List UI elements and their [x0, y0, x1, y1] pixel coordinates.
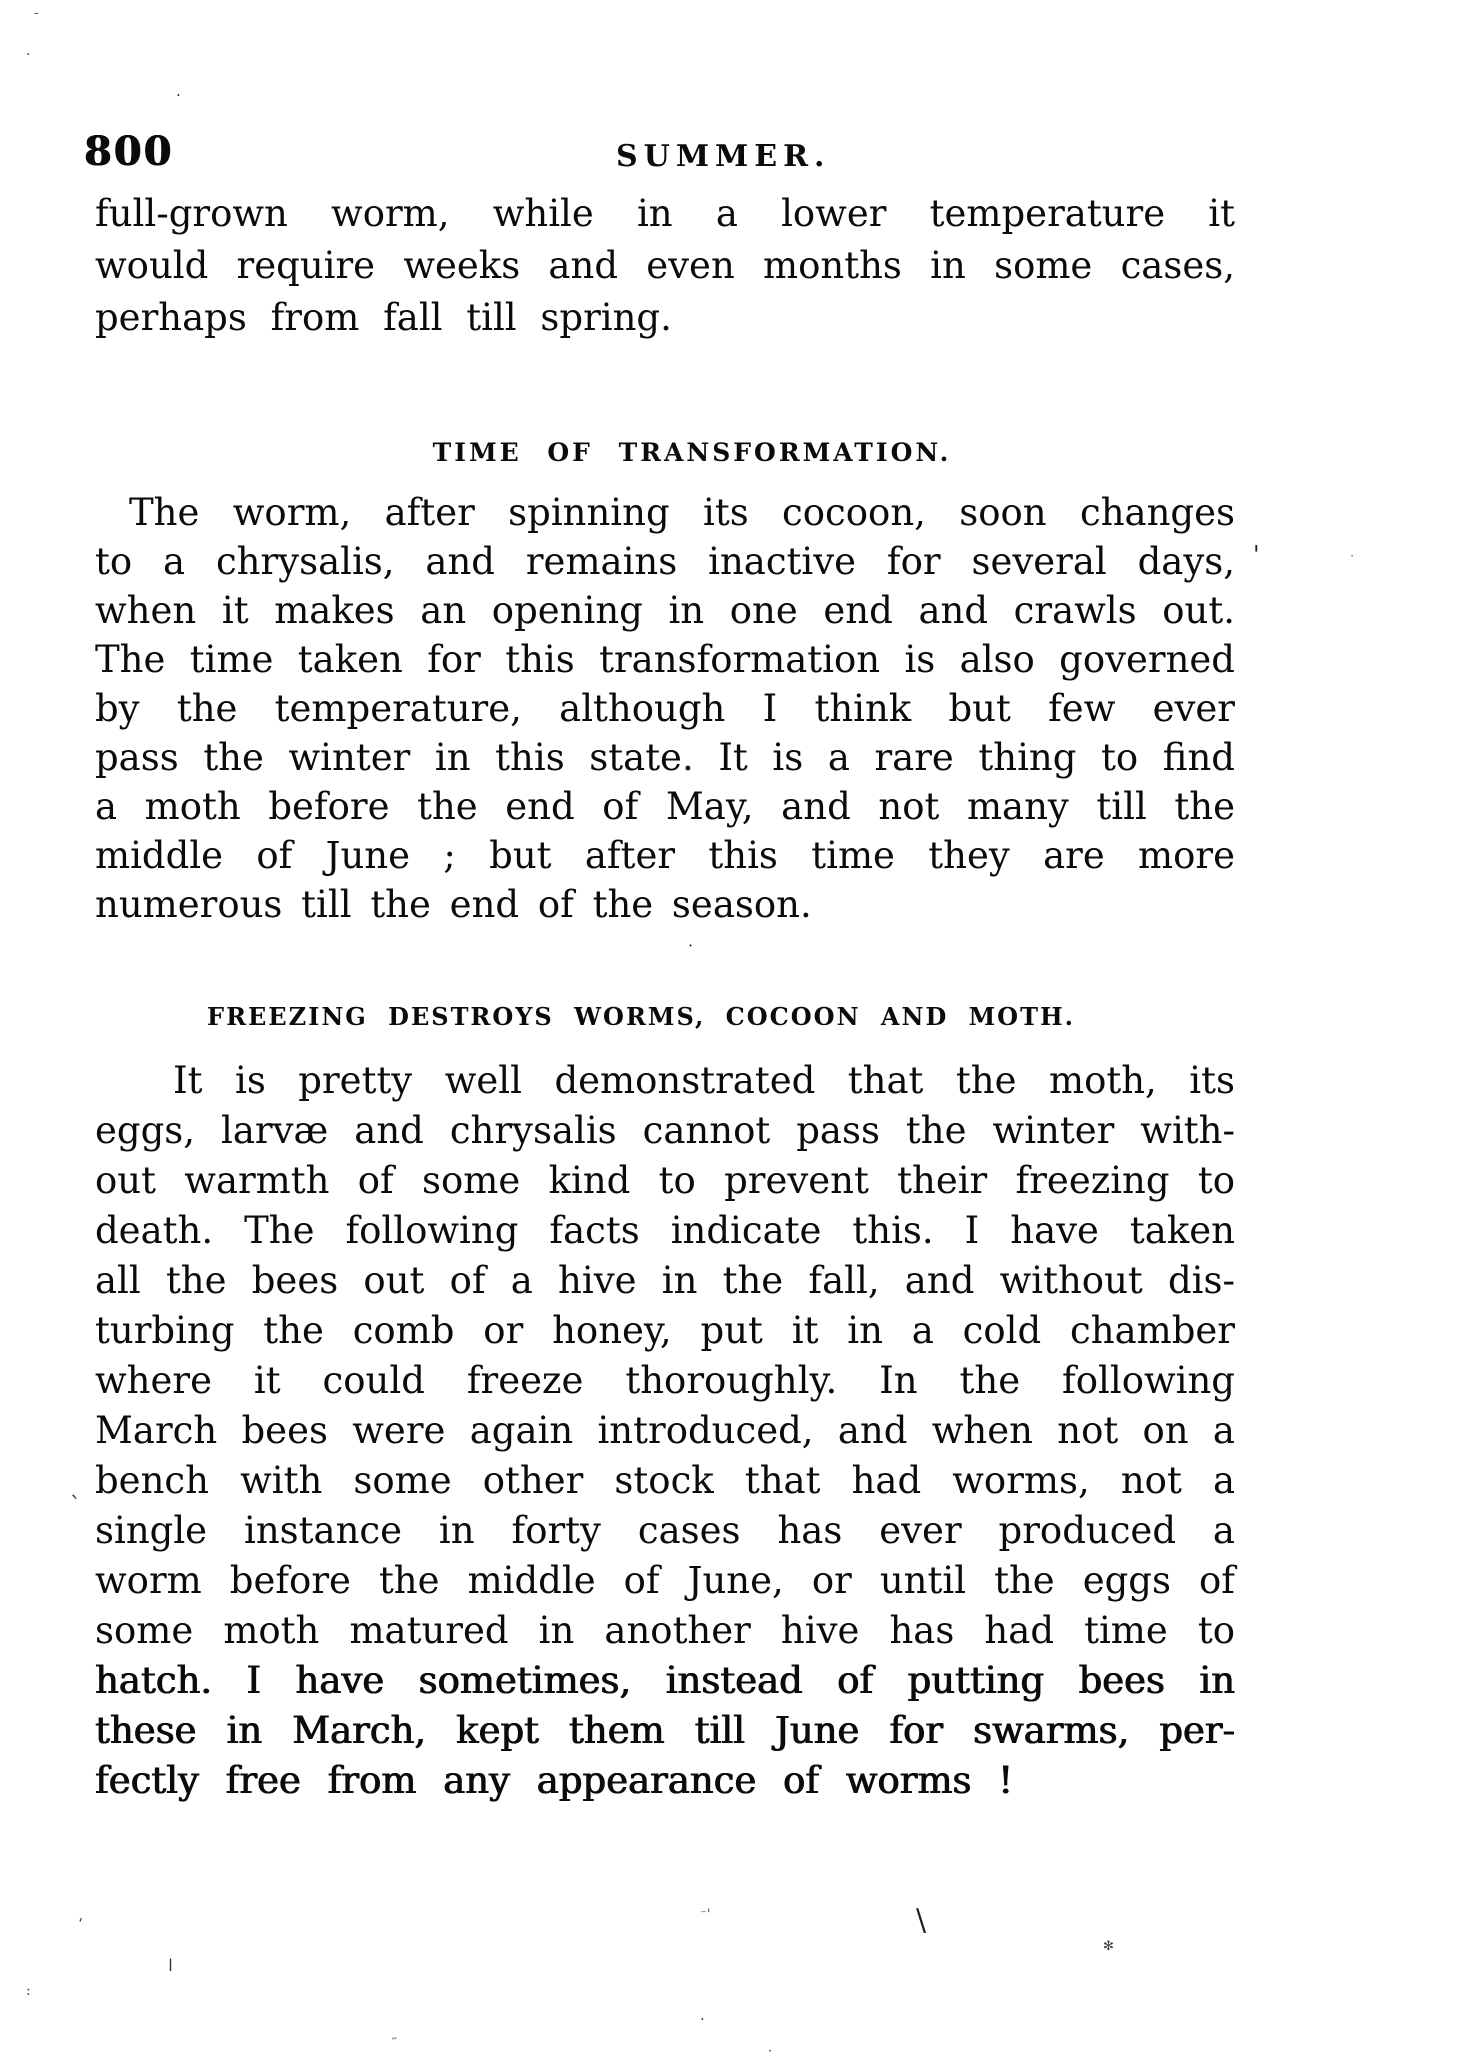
text-line: these in March, kept them till June for swarms, per- [95, 1709, 1235, 1752]
text-line: perhaps from fall till spring. [95, 296, 672, 339]
section-heading-freezing-destroys: FREEZING DESTROYS WORMS, COCOON AND MOTH. [207, 1002, 1075, 1031]
text-line: when it makes an opening in one end and crawls out. [95, 589, 1235, 632]
ink-speck: - [34, 5, 39, 21]
text-line: numerous till the end of the season. [95, 883, 812, 926]
text-line: single instance in forty cases has ever produced a [95, 1509, 1235, 1552]
ink-speck: · [768, 2044, 773, 2059]
ink-speck: ` [70, 1494, 81, 1519]
text-line: to a chrysalis, and remains inactive for several days, [95, 540, 1235, 583]
paragraph-continuation [95, 188, 1235, 344]
paragraph-transformation [95, 488, 1235, 929]
text-line: where it could freeze thoroughly. In the following [95, 1359, 1235, 1402]
text-line: It is pretty well demonstrated that the moth, its [173, 1059, 1235, 1102]
text-line: a moth before the end of May, and not many till the [95, 785, 1235, 828]
text-line: by the temperature, although I think but few ever [95, 687, 1235, 730]
section-heading-time-of-transformation: TIME OF TRANSFORMATION. [432, 438, 952, 467]
ink-speck: · [700, 2010, 705, 2028]
ink-speck: ǀ [168, 1956, 174, 1976]
ink-speck: · [176, 86, 181, 104]
text-line: some moth matured in another hive has had time to [95, 1609, 1235, 1652]
ink-speck: ʻ [78, 1915, 83, 1933]
ink-speck: ' [1253, 541, 1260, 569]
text-line: worm before the middle of June, or until the eggs of [95, 1559, 1235, 1602]
text-line: turbing the comb or honey, put it in a cold chamber [95, 1309, 1235, 1352]
text-line: death. The following facts indicate this. I have taken [95, 1209, 1235, 1252]
text-line: pass the winter in this state. It is a rare thing to find [95, 736, 1235, 779]
text-line: eggs, larvæ and chrysalis cannot pass the winter with- [95, 1109, 1235, 1152]
text-line: hatch. I have sometimes, instead of putting bees in [95, 1659, 1235, 1702]
text-line: bench with some other stock that had worms, not a [95, 1459, 1235, 1502]
text-line: March bees were again introduced, and when not on a [95, 1409, 1235, 1452]
ink-speck: \ [916, 1903, 927, 1938]
ink-speck: · [1350, 549, 1355, 564]
ink-speck: ✻ [1103, 1939, 1114, 1954]
ink-speck: ⁻' [700, 1907, 711, 1922]
page-number: 800 [84, 128, 174, 175]
text-line: out warmth of some kind to prevent their freezing to [95, 1159, 1235, 1202]
ink-speck: · [688, 936, 694, 955]
text-line: middle of June ; but after this time they are more [95, 834, 1235, 877]
text-line: would require weeks and even months in some cases, [95, 244, 1235, 287]
text-line: The time taken for this transformation is also governed [95, 638, 1235, 681]
ink-speck: : [26, 1983, 31, 1999]
text-line: all the bees out of a hive in the fall, and without dis- [95, 1259, 1235, 1302]
text-line: fectly free from any appearance of worms ! [95, 1759, 1014, 1802]
ink-speck: ˶ [392, 2029, 397, 2045]
running-head: SUMMER. [616, 139, 831, 174]
text-line: full-grown worm, while in a lower temperature it [95, 192, 1235, 235]
text-line: The worm, after spinning its cocoon, soon changes [129, 491, 1235, 534]
ink-speck: · [26, 47, 31, 63]
paragraph-freezing [95, 1056, 1235, 1806]
